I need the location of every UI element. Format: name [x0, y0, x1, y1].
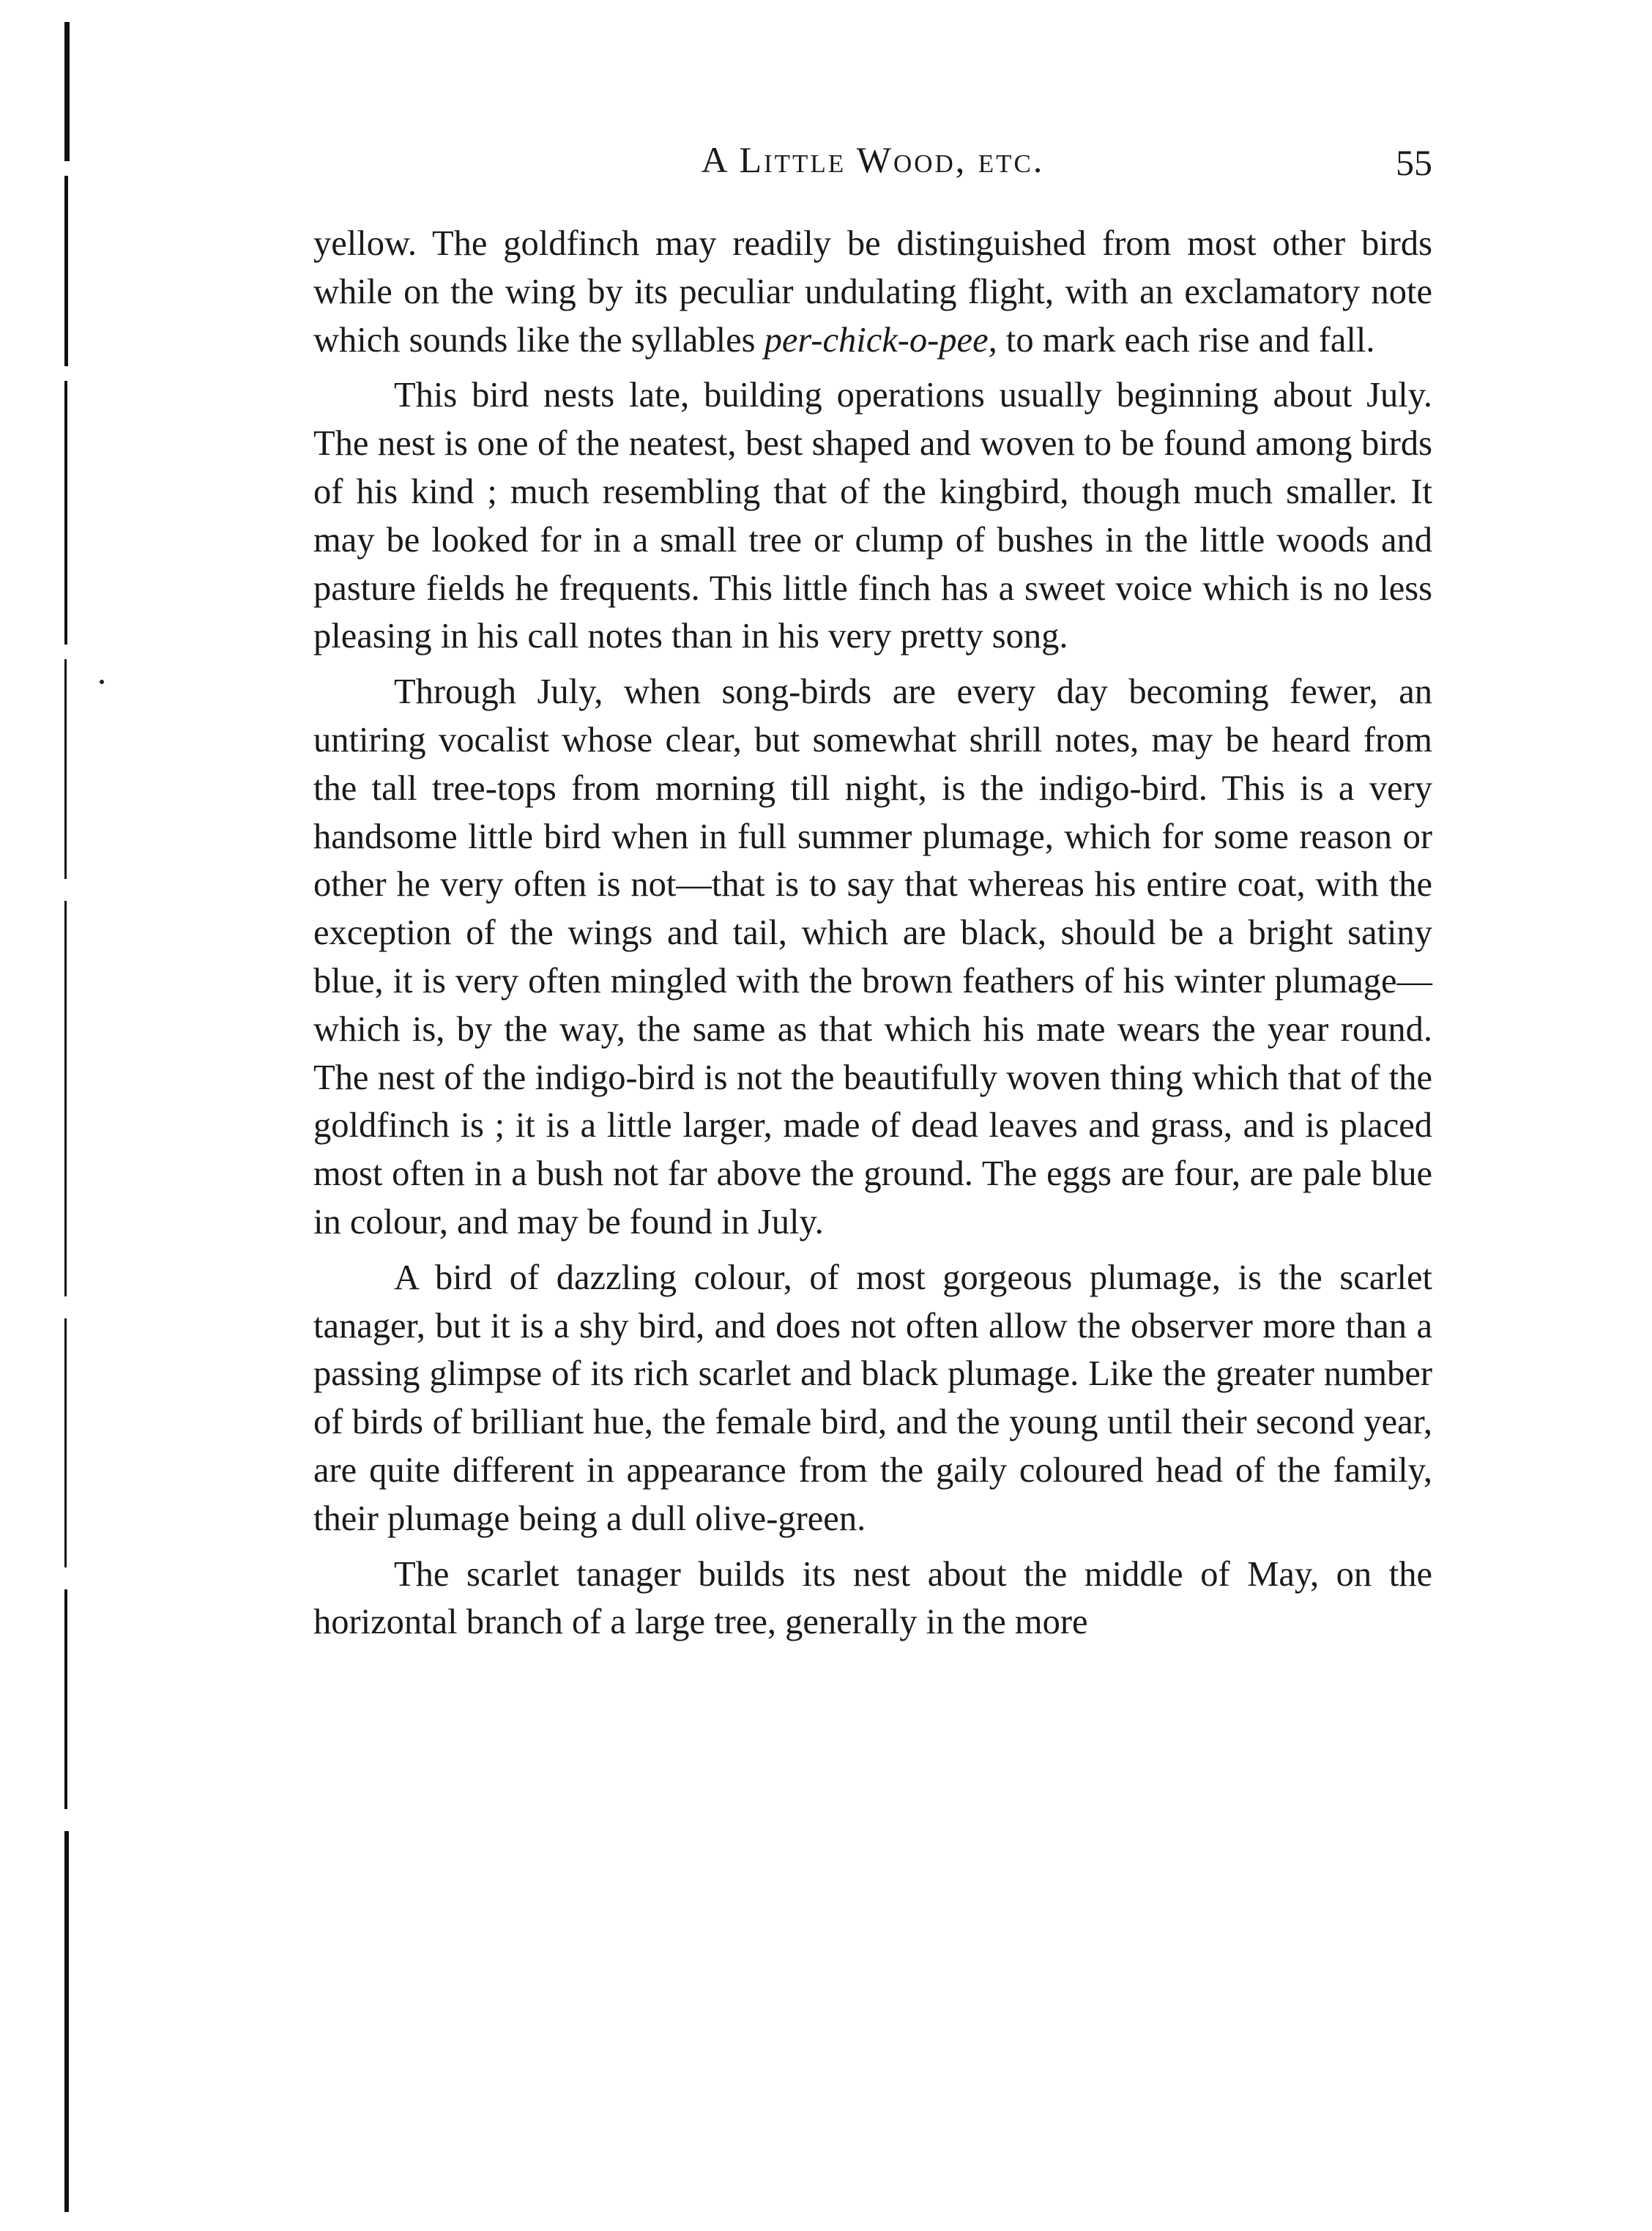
paragraph-1-text-end: to mark each rise and fall.	[997, 320, 1375, 360]
paragraph-5: The scarlet tanager builds its nest about the middle of May, on the horizontal branch of a large tree, generally in the more	[313, 1554, 1432, 1642]
book-spine-edge	[64, 0, 73, 2231]
page-number: 55	[1396, 142, 1432, 183]
running-head: A Little Wood, etc.	[701, 139, 1045, 180]
page-header	[313, 138, 1432, 189]
paragraph-4: A bird of dazzling colour, of most gorgeous plumage, is the scarlet tanager, but it is a shy bird, and does not often allow the observer more than a passing glimpse of its rich scarlet and black plumage. Like the greater number of birds of brilliant hue, the female bird, and the young until their second year, are quite different in appearance from the gaily coloured head of the family, their plumage being a dull olive-green.	[313, 1258, 1432, 1538]
paragraph-2: This bird nests late, building operations usually beginning about July. The nest is one of the neatest, best shaped and woven to be found among birds of his kind ; much resembling that of the kingbird, though much smaller. It may be looked for in a small tree or clump of bushes in the little woods and pasture fields he frequents. This little finch has a sweet voice which is no less pleasing in his call notes than in his very pretty song.	[313, 376, 1432, 656]
paragraph-1-text: yellow. The goldfinch may readily be distinguished from most other birds while on the wing by its peculiar undulating flight, with an exclamatory note which sounds like the syllables	[313, 224, 1432, 360]
scan-speck	[100, 680, 104, 684]
paragraph-3: Through July, when song-birds are every day becoming fewer, an untiring vocalist whose clear, but somewhat shrill notes, may be heard from the tall tree-tops from morning till night, is the indigo-bird. This is a very handsome little bird when in full summer plumage, which for some reason or other he very often is not—that is to say that whereas his entire coat, with the exception of the wings and tail, which are black, should be a bright satiny blue, it is very often mingled with the brown feathers of his winter plumage—which is, by the way, the same as that which his mate wears the year round. The nest of the indigo-bird is not the beautifully woven thing which that of the goldfinch is ; it is a little larger, made of dead leaves and grass, and is placed most often in a bush not far above the ground. The eggs are four, are pale blue in colour, and may be found in July.	[313, 672, 1432, 1241]
paragraph-1	[313, 220, 1432, 364]
paragraph-1-italic: per-chick-o-pee,	[764, 320, 997, 360]
body-text	[313, 220, 1432, 1654]
